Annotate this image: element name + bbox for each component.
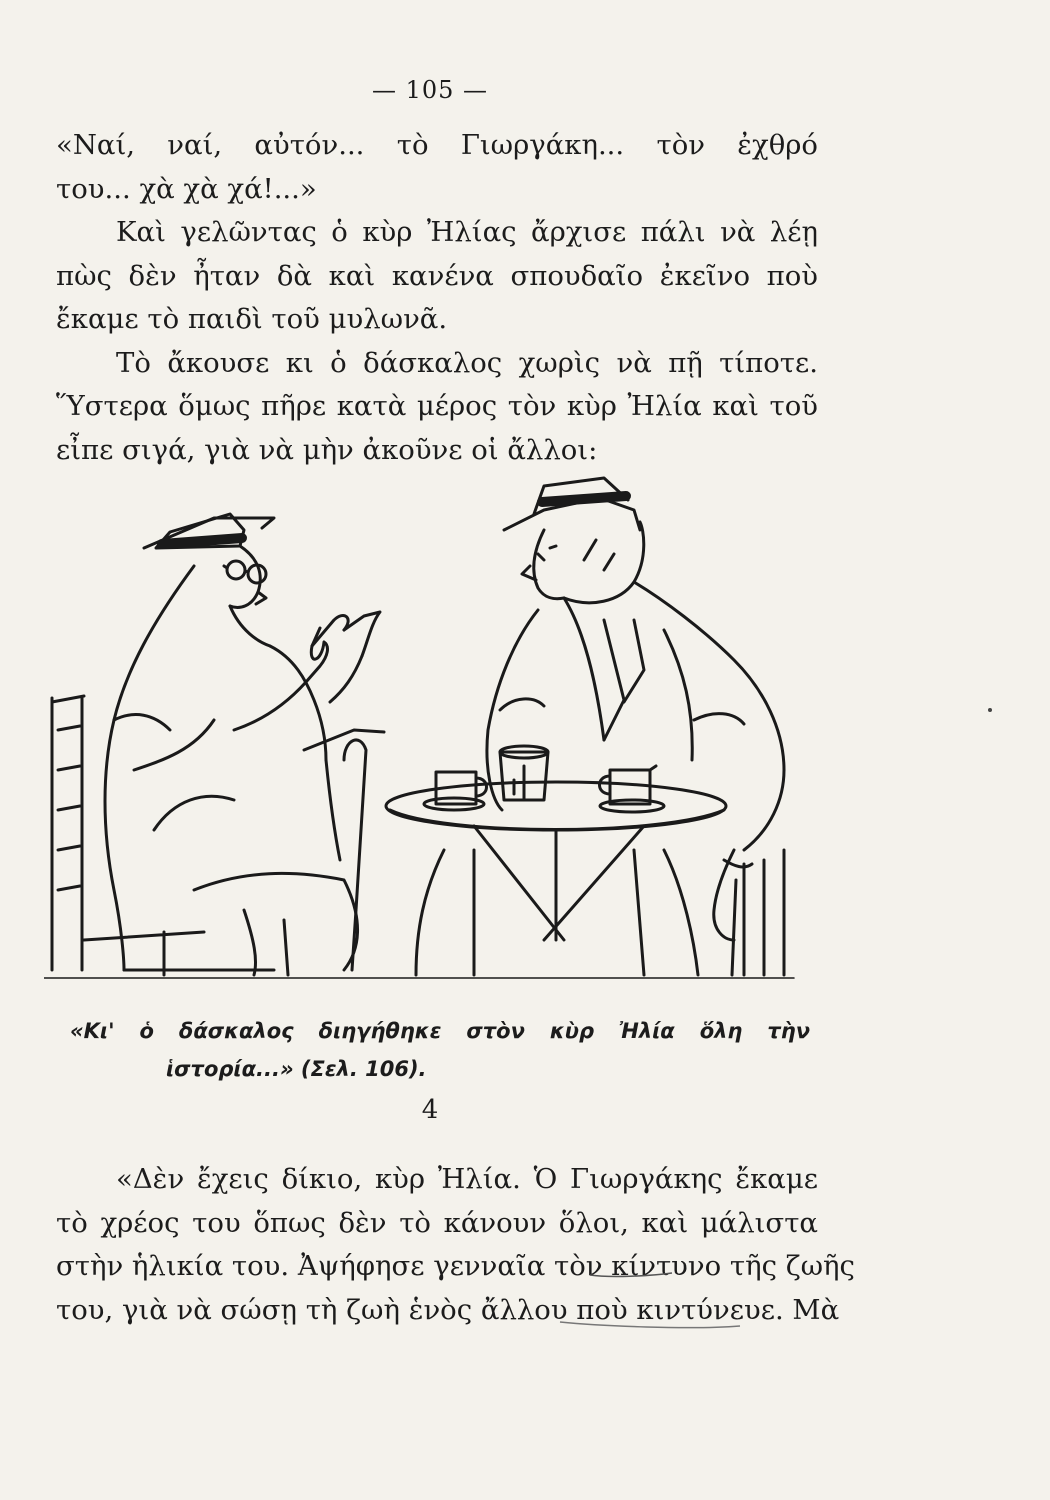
text-line: Καὶ γελῶντας ὁ κὺρ Ἠλίας ἄρχισε πάλι νὰ λέῃ	[116, 216, 818, 248]
text-line: Ὕστερα ὅμως πῆρε κατὰ μέρος τὸν κὺρ Ἠλία καὶ τοῦ	[56, 390, 818, 422]
left-chair	[52, 696, 204, 975]
text-line: του, γιὰ νὰ σώσῃ τὴ ζωὴ ἑνὸς ἄλλου ποὺ κιντύνευε. Μὰ	[56, 1293, 840, 1326]
text-line: «Ναί, ναί, αὐτόν... τὸ Γιωργάκη... τὸν ἐχθρό	[56, 129, 818, 161]
caption-line: ἱστορία...» (Σελ. 106).	[166, 1057, 427, 1081]
caption-line: «Κι' ὁ δάσκαλος διηγήθηκε στὸν κὺρ Ἠλία ὅλη τὴν	[70, 1019, 810, 1043]
text-line: ἔκαμε τὸ παιδὶ τοῦ μυλωνᾶ.	[56, 303, 448, 335]
section-number: 4	[421, 1095, 439, 1125]
text-line: τὸ χρέος του ὅπως δὲν τὸ κάνουν ὅλοι, καὶ μάλιστα	[56, 1206, 818, 1239]
page-number: — 105 —	[371, 76, 489, 104]
text-line: «Δὲν ἔχεις δίκιο, κὺρ Ἠλία. Ὁ Γιωργάκης ἔκαμε	[116, 1163, 818, 1195]
text-line: εἶπε σιγά, γιὰ νὰ μὴν ἀκοῦνε οἱ ἄλλοι:	[56, 433, 598, 466]
illustration-caption	[70, 1012, 810, 1088]
cafe-illustration	[44, 470, 804, 1000]
top-text-block	[56, 124, 818, 472]
text-line: πὼς δὲν ἦταν δὰ καὶ κανένα σπουδαῖο ἐκεῖνο ποὺ	[56, 259, 818, 292]
left-man-figure	[105, 514, 384, 975]
text-line: του... χὰ χὰ χά!...»	[56, 172, 317, 205]
bottom-text-block	[56, 1158, 855, 1332]
right-man-figure	[416, 478, 784, 975]
text-line: στὴν ἡλικία του. Ἀψήφησε γενναῖα τὸν κίντυνο τῆς ζωῆς	[56, 1250, 855, 1282]
cafe-table	[386, 746, 726, 940]
text-line: Τὸ ἄκουσε κι ὁ δάσκαλος χωρὶς νὰ πῇ τίποτε.	[116, 346, 818, 379]
